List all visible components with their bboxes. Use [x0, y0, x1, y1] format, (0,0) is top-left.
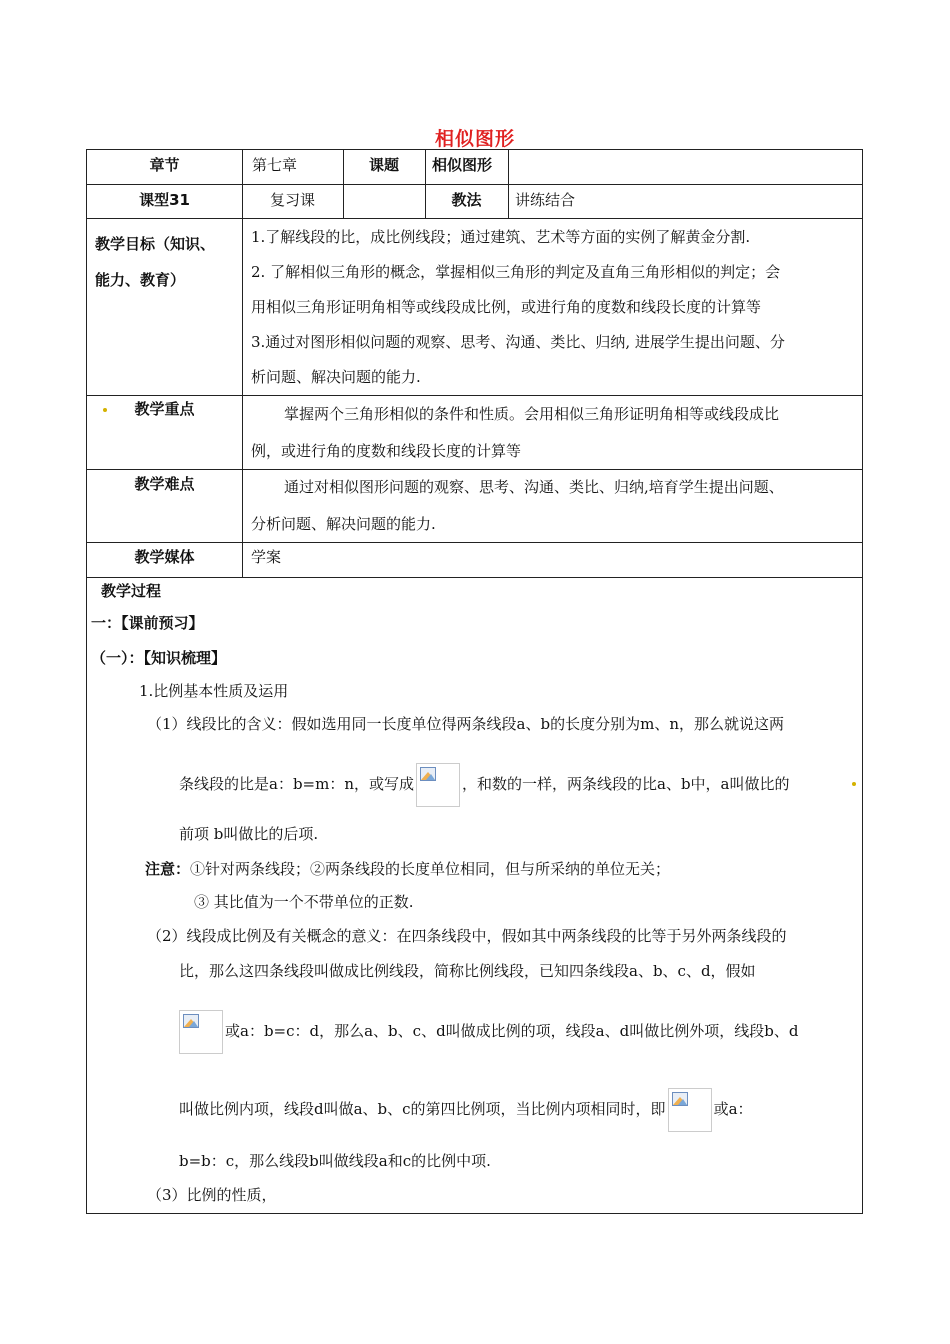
goals-line: 析问题、解决问题的能力.	[251, 368, 421, 386]
goals-label-line: 能力、教育）	[95, 271, 186, 289]
paragraph-line: （1）线段比的含义：假如选用同一长度单位得两条线段a、b的长度分别为m、n，那么就说这两	[147, 715, 784, 733]
paragraph-line	[177, 1010, 798, 1054]
paragraph-line: （2）线段成比例及有关概念的意义：在四条线段中，假如其中两条线段的比等于另外两条线段的	[147, 927, 787, 945]
text-run: ，和数的一样，两条线段的比a、b中，a叫做比的	[462, 775, 790, 793]
media-label: 教学媒体	[134, 548, 195, 566]
goals-label-line: 教学目标（知识、	[95, 235, 216, 253]
column-divider	[508, 150, 509, 218]
paragraph-line: （3）比例的性质，	[147, 1186, 277, 1204]
paragraph-line	[179, 1088, 753, 1132]
topic-value: 相似图形	[432, 156, 493, 174]
broken-image-icon	[668, 1088, 712, 1132]
note-line: ③ 其比值为一个不带单位的正数.	[194, 893, 414, 911]
goals-label	[95, 226, 215, 298]
goals-line: 1.了解线段的比，成比例线段；通过建筑、艺术等方面的实例了解黄金分割.	[251, 228, 751, 246]
paragraph-line: b=b：c，那么线段b叫做线段a和c的比例中项.	[179, 1152, 491, 1170]
broken-image-icon	[416, 763, 460, 807]
topic-label: 课题	[368, 156, 399, 174]
key-points-label: 教学重点	[134, 400, 195, 418]
column-divider	[242, 150, 243, 577]
media-value: 学案	[251, 548, 282, 566]
text-run: 叫做比例内项，线段d叫做a、b、c的第四比例项，当比例内项相同时，即	[179, 1100, 666, 1118]
goals-line: 3.通过对图形相似问题的观察、思考、沟通、类比、归纳, 进展学生提出问题、分	[251, 333, 785, 351]
text-run: ①针对两条线段；②两条线段的长度单位相同，但与所采纳的单位无关；	[190, 860, 671, 878]
row-divider	[87, 218, 862, 219]
goals-line: 用相似三角形证明角相等或线段成比例，或进行角的度数和线段长度的计算等	[251, 298, 762, 316]
item-heading: 1.比例基本性质及运用	[139, 682, 289, 700]
method-label: 教法	[451, 191, 482, 209]
paragraph-line: 比，那么这四条线段叫做成比例线段，简称比例线段，已知四条线段a、b、c、d，假如	[179, 962, 756, 980]
section-heading: 一：【课前预习】	[91, 614, 204, 632]
key-points-line: 例，或进行角的度数和线段长度的计算等	[251, 442, 522, 460]
difficulties-text	[251, 469, 861, 543]
note-line	[145, 851, 670, 887]
chapter-label: 章节	[149, 156, 180, 174]
goals-line: 2. 了解相似三角形的概念，掌握相似三角形的判定及直角三角形相似的判定；会	[251, 263, 781, 281]
subsection-heading: （一）：【知识梳理】	[91, 649, 227, 667]
process-heading: 教学过程	[101, 582, 162, 600]
lesson-type-label: 课型31	[139, 191, 190, 209]
row-divider	[87, 184, 862, 185]
difficulties-line: 分析问题、解决问题的能力.	[251, 515, 436, 533]
page-title: 相似图形	[434, 128, 515, 150]
difficulties-label: 教学难点	[134, 475, 195, 493]
difficulties-line: 通过对相似图形问题的观察、思考、沟通、类比、归纳,培育学生提出问题、	[284, 478, 784, 496]
text-run: 条线段的比是a：b=m：n，或写成	[179, 775, 414, 793]
paragraph-line	[179, 763, 790, 807]
paragraph-line: 前项 b叫做比的后项.	[179, 825, 319, 843]
broken-image-icon	[179, 1010, 223, 1054]
text-run: 或a：	[713, 1100, 753, 1118]
lesson-type-value: 复习课	[269, 191, 315, 209]
text-run: 或a：b=c：d，那么a、b、c、d叫做成比例的项，线段a、d叫做比例外项，线段b、d	[225, 1022, 799, 1040]
key-points-line: 掌握两个三角形相似的条件和性质。会用相似三角形证明角相等或线段成比	[284, 405, 780, 423]
marker-dot	[852, 782, 856, 786]
goals-text	[251, 220, 861, 395]
chapter-value: 第七章	[252, 156, 298, 174]
row-divider	[87, 577, 862, 578]
method-value: 讲练结合	[515, 191, 576, 209]
key-points-text	[251, 396, 861, 470]
note-label: 注意：	[145, 860, 191, 878]
